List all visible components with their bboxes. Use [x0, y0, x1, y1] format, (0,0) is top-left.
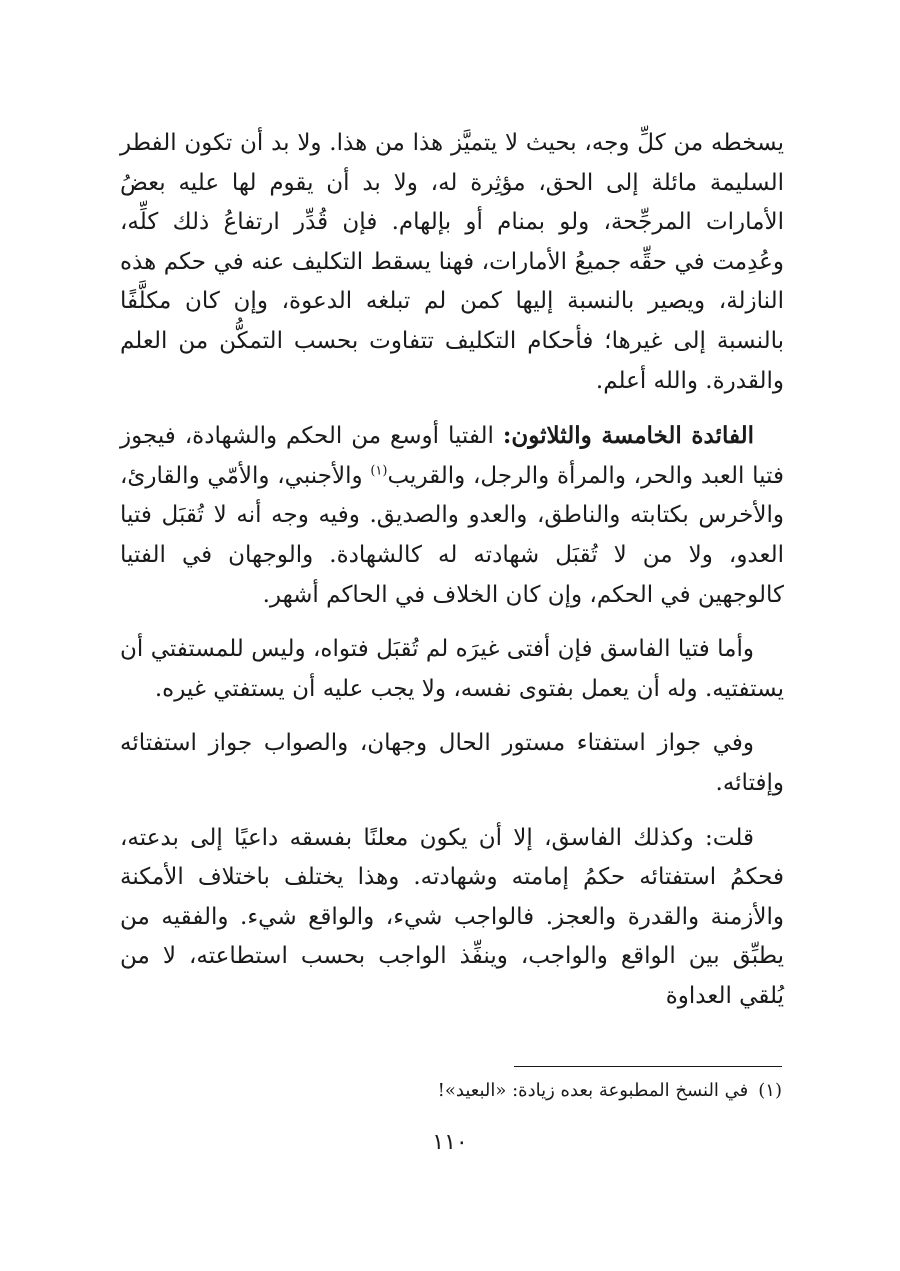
footnote-number: (١) [758, 1080, 782, 1101]
footnote-separator [514, 1066, 782, 1067]
section-heading: الفائدة الخامسة والثلاثون: [502, 422, 754, 450]
paragraph-5-text: قلت: وكذلك الفاسق، إلا أن يكون معلنًا بفسقه داعيًا إلى بدعته، فحكمُ استفتائه حكمُ إمامته وشهادته. وهذا يختلف باختلاف الأمكنة والأزمنة والقدرة والعجز. فالواجب شيء، والواقع شيء. والفقيه من يطبِّق بين الواقع والواجب، وينفِّذ الواجب بحسب استطاعته، لا من يُلقي العداوة [120, 824, 784, 1009]
paragraph-2-text-start: الفتيا أوسع من الحكم والشهادة، فيجوز فتيا العبد والحر، والمرأة والرجل، والقريب [120, 423, 784, 489]
footnote-text: في النسخ المطبوعة بعده زيادة: «البعيد»! [437, 1080, 749, 1101]
paragraph-4 [120, 724, 784, 803]
paragraph-1 [120, 124, 784, 401]
page-number: ١١٠ [432, 1130, 468, 1155]
footnote-reference[interactable]: (١) [370, 463, 388, 479]
main-text [120, 124, 784, 1031]
paragraph-5 [120, 819, 784, 1017]
paragraph-3 [120, 630, 784, 709]
paragraph-3-text: وأما فتيا الفاسق فإن أفتى غيرَه لم تُقبَل فتواه، وليس للمستفتي أن يستفتيه. وله أن يعمل بفتوى نفسه، ولا يجب عليه أن يستفتي غيره. [120, 636, 784, 702]
paragraph-4-text: وفي جواز استفتاء مستور الحال وجهان، والصواب جواز استفتائه وإفتائه. [120, 730, 784, 796]
paragraph-2-text-end: والأجنبي، والأمّي والقارئ، والأخرس بكتابته والناطق، والعدو والصديق. وفيه وجه أنه لا تُقبَل فتيا العدو، ولا من لا تُقبَل شهادته له كالشهادة. والوجهان في الفتيا كالوجهين في الحكم، وإن كان الخلاف في الحاكم أشهر. [120, 462, 784, 608]
paragraph-2 [120, 416, 784, 615]
footnote [282, 1076, 782, 1106]
paragraph-1-text: يسخطه من كلِّ وجه، بحيث لا يتميَّز هذا من هذا. ولا بد أن تكون الفطر السليمة مائلة إلى الحق، مؤثِرة له، ولا بد أن يقوم لها عليه بعضُ الأمارات المرجِّحة، ولو بمنام أو بإلهام. فإن قُدِّر ارتفاعُ ذلك كلِّه، وعُدِمت في حقِّه جميعُ الأمارات، فهنا يسقط التكليف عنه في حكم هذه النازلة، ويصير بالنسبة إليها كمن لم تبلغه الدعوة، وإن كان مكلَّفًا بالنسبة إلى غيرها؛ فأحكام التكليف تتفاوت بحسب التمكُّن من العلم والقدرة. والله أعلم. [120, 130, 784, 394]
